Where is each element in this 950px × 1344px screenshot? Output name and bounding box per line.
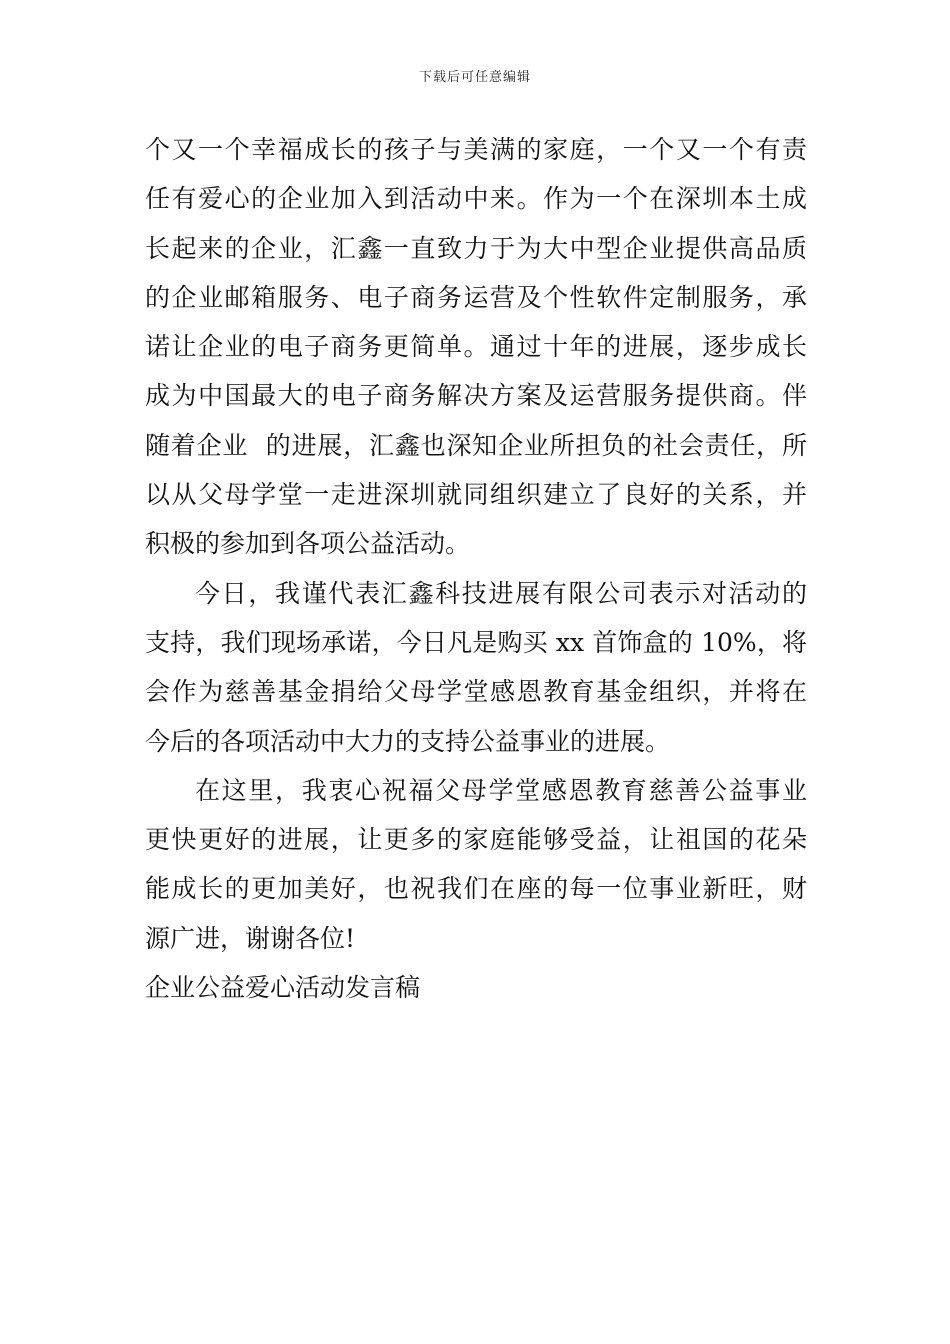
paragraph-line: 今后的各项活动中大力的支持公益事业的进展。 — [145, 726, 671, 756]
paragraph-line: 成为中国最大的电子商务解决方案及运营服务提供商。伴 — [145, 381, 807, 411]
paragraph-2 — [145, 569, 807, 766]
paragraph-line: 随着企业 的进展，汇鑫也深知企业所担负的社会责任，所 — [145, 430, 807, 460]
paragraph-line: 长起来的企业，汇鑫一直致力于为大中型企业提供高品质 — [145, 233, 807, 263]
paragraph-line: 在这里，我衷心祝福父母学堂感恩教育慈善公益事业 — [195, 775, 807, 805]
paragraph-line: 会作为慈善基金捐给父母学堂感恩教育基金组织，并将在 — [145, 677, 807, 707]
paragraph-line: 诺让企业的电子商务更简单。通过十年的进展，逐步成长 — [145, 332, 807, 362]
closing-title: 企业公益爱心活动发言稿 — [145, 973, 421, 1003]
paragraph-line: 以从父母学堂一走进深圳就同组织建立了良好的关系，并 — [145, 480, 807, 510]
page-header: 下载后可任意编辑 — [418, 70, 531, 85]
paragraph-line: 积极的参加到各项公益活动。 — [145, 529, 471, 559]
paragraph-line: 今日，我谨代表汇鑫科技进展有限公司表示对活动的 — [195, 578, 807, 608]
paragraph-line: 能成长的更加美好，也祝我们在座的每一位事业新旺，财 — [145, 874, 807, 904]
paragraph-line: 个又一个幸福成长的孩子与美满的家庭，一个又一个有责 — [145, 135, 807, 164]
paragraph-3 — [145, 766, 807, 963]
paragraph-line: 更快更好的进展，让更多的家庭能够受益，让祖国的花朵 — [145, 825, 807, 855]
paragraph-line: 任有爱心的企业加入到活动中来。作为一个在深圳本土成 — [145, 184, 807, 214]
document-body — [145, 125, 807, 1012]
paragraph-line: 源广进，谢谢各位! — [145, 923, 356, 953]
paragraph-1 — [145, 125, 807, 569]
paragraph-line: 的企业邮箱服务、电子商务运营及个性软件定制服务，承 — [145, 282, 807, 312]
paragraph-line: 支持，我们现场承诺，今日凡是购买 xx 首饰盒的 10%，将 — [145, 627, 807, 657]
